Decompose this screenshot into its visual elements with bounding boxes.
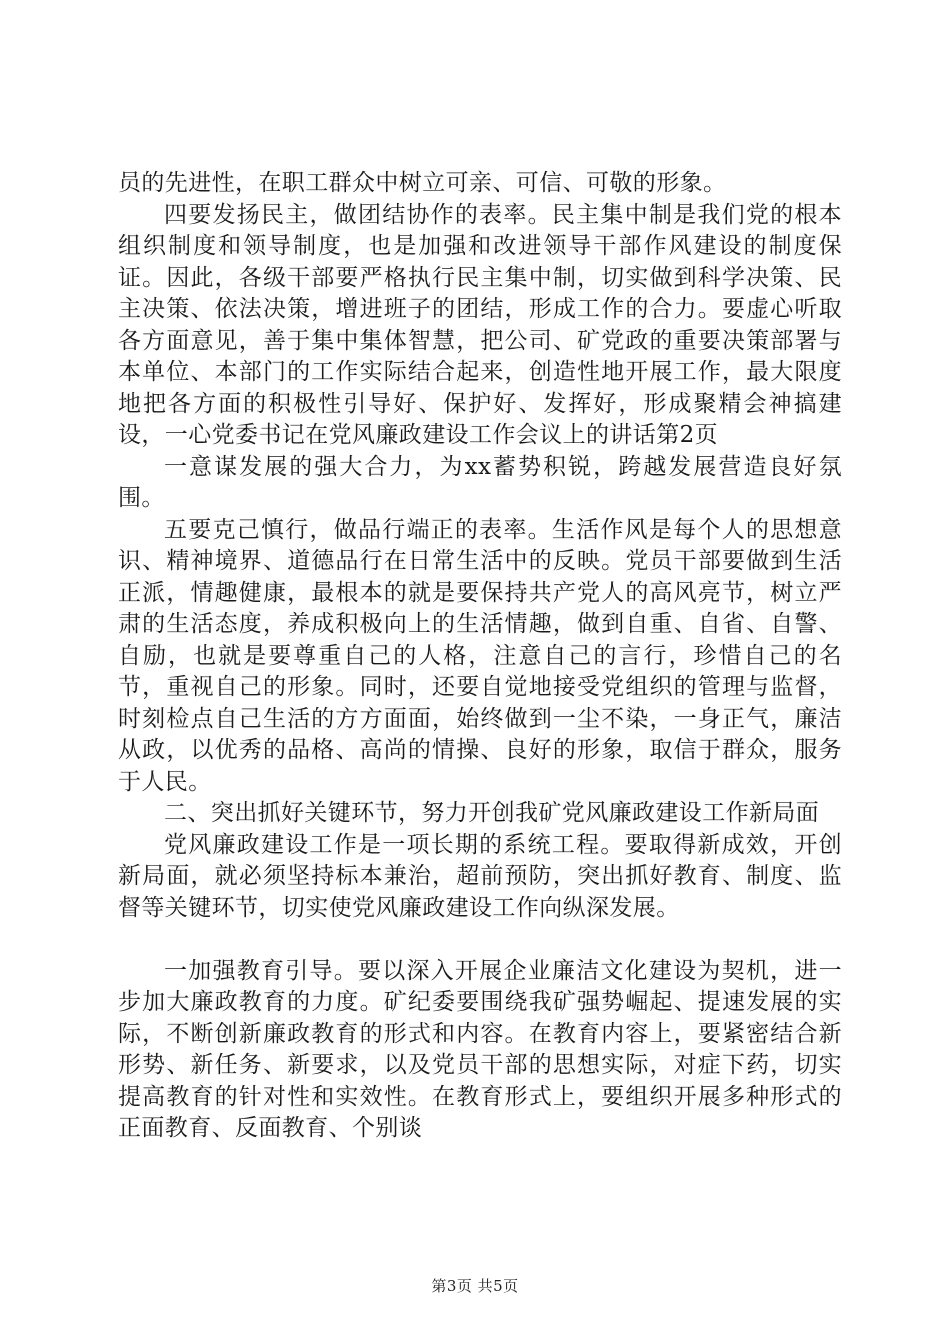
paragraph-democracy: 四要发扬民主，做团结协作的表率。民主集中制是我们党的根本组织制度和领导制度，也是加强和改进领导干部作风建设的制度保证。因此，各级干部要严格执行民主集中制，切实做到科学决策、民主决策、依法决策，增进班子的团结，形成工作的合力。要虚心听取各方面意见，善于集中集体智慧，把公司、矿党政的重要决策部署与本单位、本部门的工作实际结合起来，创造性地开展工作，最大限度地把各方面的积极性引导好、保护好、发挥好，形成聚精会神搞建设，一心党委书记在党风廉政建设工作会议上的讲话第2页 — [118, 201, 842, 448]
paragraph-education: 一加强教育引导。要以深入开展企业廉洁文化建设为契机，进一步加大廉政教育的力度。矿纪委要围绕我矿强势崛起、提速发展的实际，不断创新廉政教育的形式和内容。在教育内容上，要紧密结合新形势、新任务、新要求，以及党员干部的思想实际，对症下药，切实提高教育的针对性和实效性。在教育形式上，要组织开展多种形式的正面教育、反面教育、个别谈 — [118, 957, 842, 1141]
paragraph-development: 一意谋发展的强大合力，为xx蓄势积锐，跨越发展营造良好氛围。 — [118, 453, 842, 511]
paragraph-system-engineering: 党风廉政建设工作是一项长期的系统工程。要取得新成效，开创新局面，就必须坚持标本兼治，超前预防，突出抓好教育、制度、监督等关键环节，切实使党风廉政建设工作向纵深发展。 — [118, 831, 842, 921]
document-body — [118, 168, 842, 1145]
paragraph-self-discipline: 五要克己慎行，做品行端正的表率。生活作风是每个人的思想意识、精神境界、道德品行在日常生活中的反映。党员干部要做到生活正派，情趣健康，最根本的就是要保持共产党人的高风亮节，树立严肃的生活态度，养成积极向上的生活情趣，做到自重、自省、自警、自励，也就是要尊重自己的人格，注意自己的言行，珍惜自己的名节，重视自己的形象。同时，还要自觉地接受党组织的管理与监督，时刻检点自己生活的方方面面，始终做到一尘不染，一身正气，廉洁从政，以优秀的品格、高尚的情操、良好的形象，取信于群众，服务于人民。 — [118, 516, 842, 795]
paragraph-continuation: 员的先进性，在职工群众中树立可亲、可信、可敬的形象。 — [118, 170, 727, 196]
page-footer: 第3页 共5页 — [431, 1277, 519, 1295]
section-heading: 二、突出抓好关键环节，努力开创我矿党风廉政建设工作新局面 — [164, 800, 820, 826]
